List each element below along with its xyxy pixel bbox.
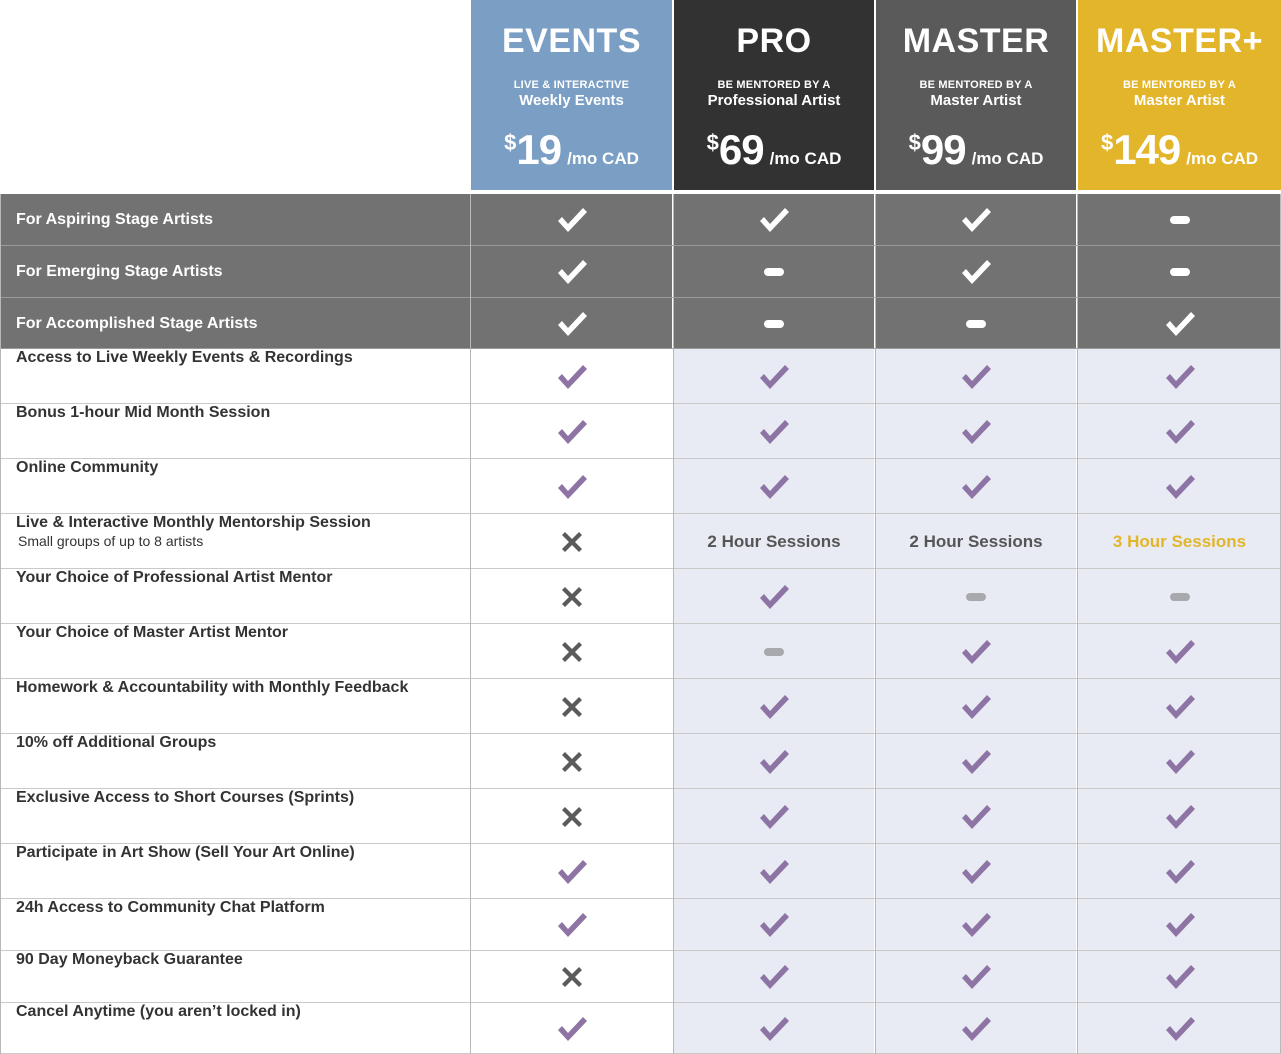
check-icon [1164, 310, 1196, 338]
row-divider [0, 568, 1281, 569]
dash-icon [966, 320, 986, 328]
price-period: /mo CAD [1186, 149, 1259, 168]
dash-icon [966, 593, 986, 601]
check-icon [556, 363, 588, 391]
feature-cell-masterplus [1078, 734, 1281, 789]
feature-row [0, 514, 1281, 569]
check-icon [960, 911, 992, 939]
feature-cell-master [876, 899, 1076, 951]
feature-row [0, 246, 1281, 298]
price-amount: 149 [1113, 126, 1181, 173]
column-divider [0, 194, 1, 1054]
plan-subtitle: Master Artist [1133, 92, 1226, 109]
check-icon [758, 911, 790, 939]
column-divider [1077, 194, 1078, 1054]
cross-icon [562, 587, 582, 607]
check-icon [1164, 858, 1196, 886]
session-length: 2 Hour Sessions [707, 531, 841, 551]
feature-row [0, 734, 1281, 789]
column-divider [470, 194, 471, 1054]
row-divider [0, 898, 1281, 899]
dash-icon [1170, 268, 1190, 276]
feature-cell-events [471, 298, 672, 349]
plan-price [471, 126, 672, 174]
feature-cell-pro [674, 789, 874, 844]
feature-label: Exclusive Access to Short Courses (Sprints) [16, 789, 355, 806]
check-icon [1164, 803, 1196, 831]
feature-row [0, 679, 1281, 734]
row-divider [0, 348, 1281, 349]
dash-icon [764, 648, 784, 656]
row-divider [0, 245, 1281, 246]
plans-header [0, 0, 1281, 192]
row-divider [0, 297, 1281, 298]
cross-icon [562, 642, 582, 662]
check-icon [960, 638, 992, 666]
row-divider [0, 1002, 1281, 1003]
feature-cell-events [471, 734, 672, 789]
plan-subtitle: Weekly Events [519, 92, 624, 109]
plan-tagline: BE MENTORED BY A [717, 79, 831, 91]
check-icon [556, 911, 588, 939]
feature-row [0, 844, 1281, 899]
plan-header-masterplus [1078, 0, 1281, 190]
check-icon [556, 1015, 588, 1043]
feature-cell-events [471, 679, 672, 734]
row-divider [0, 733, 1281, 734]
check-icon [1164, 363, 1196, 391]
plan-subtitle: Master Artist [930, 92, 1022, 109]
check-icon [758, 748, 790, 776]
dash-icon [1170, 216, 1190, 224]
feature-cell-masterplus [1078, 789, 1281, 844]
feature-cell-pro [674, 951, 874, 1003]
feature-cell-master [876, 349, 1076, 404]
row-divider [0, 623, 1281, 624]
feature-cell-pro [674, 459, 874, 514]
dash-icon [764, 268, 784, 276]
check-icon [758, 858, 790, 886]
check-icon [960, 858, 992, 886]
feature-label-cell [0, 194, 470, 246]
plan-header-master [876, 0, 1076, 190]
feature-cell-pro [674, 1003, 874, 1054]
feature-label: Access to Live Weekly Events & Recordings [16, 349, 353, 366]
feature-cell-events [471, 844, 672, 899]
feature-sublabel: Small groups of up to 8 artists [18, 533, 204, 549]
feature-cell-events [471, 514, 672, 569]
feature-row [0, 194, 1281, 246]
check-icon [758, 583, 790, 611]
feature-cell-masterplus [1078, 404, 1281, 459]
feature-label-cell [0, 404, 470, 459]
feature-row [0, 899, 1281, 951]
feature-cell-master [876, 194, 1076, 246]
feature-cell-events [471, 459, 672, 514]
row-divider [0, 843, 1281, 844]
feature-label: For Aspiring Stage Artists [16, 211, 214, 228]
check-icon [960, 803, 992, 831]
feature-cell-master [876, 624, 1076, 679]
check-icon [758, 418, 790, 446]
feature-cell-master [876, 734, 1076, 789]
feature-cell-pro [674, 514, 874, 569]
feature-cell-masterplus [1078, 298, 1281, 349]
check-icon [960, 258, 992, 286]
row-divider [0, 678, 1281, 679]
feature-cell-events [471, 246, 672, 298]
feature-cell-masterplus [1078, 514, 1281, 569]
feature-cell-events [471, 194, 672, 246]
feature-cell-masterplus [1078, 246, 1281, 298]
feature-label-cell [0, 734, 470, 789]
feature-cell-pro [674, 679, 874, 734]
feature-label: For Emerging Stage Artists [16, 263, 223, 280]
check-icon [1164, 693, 1196, 721]
feature-row [0, 459, 1281, 514]
dash-icon [1170, 593, 1190, 601]
feature-cell-pro [674, 734, 874, 789]
check-icon [1164, 638, 1196, 666]
check-icon [556, 310, 588, 338]
feature-cell-masterplus [1078, 1003, 1281, 1054]
plan-header-pro [674, 0, 874, 190]
feature-cell-master [876, 844, 1076, 899]
feature-cell-masterplus [1078, 679, 1281, 734]
row-divider [0, 788, 1281, 789]
feature-cell-pro [674, 246, 874, 298]
feature-label: Cancel Anytime (you aren’t locked in) [16, 1003, 301, 1020]
cross-icon [562, 752, 582, 772]
column-divider [673, 194, 674, 1054]
feature-label-cell [0, 246, 470, 298]
check-icon [1164, 963, 1196, 991]
column-divider [875, 194, 876, 1054]
feature-cell-masterplus [1078, 349, 1281, 404]
feature-label: Live & Interactive Monthly Mentorship Session [16, 514, 371, 531]
feature-label-cell [0, 789, 470, 844]
check-icon [960, 418, 992, 446]
plan-name: EVENTS [501, 22, 642, 60]
feature-label: Participate in Art Show (Sell Your Art Online) [16, 844, 355, 861]
cross-icon [562, 697, 582, 717]
feature-cell-pro [674, 349, 874, 404]
price-currency: $ [908, 130, 921, 155]
plan-header-events [471, 0, 672, 190]
plan-tagline: LIVE & INTERACTIVE [513, 79, 630, 91]
feature-row [0, 569, 1281, 624]
check-icon [960, 206, 992, 234]
feature-label: Your Choice of Master Artist Mentor [16, 624, 289, 641]
feature-label: 90 Day Moneyback Guarantee [16, 951, 243, 968]
feature-cell-master [876, 298, 1076, 349]
feature-label: For Accomplished Stage Artists [16, 314, 258, 332]
plan-subtitle: Professional Artist [707, 92, 841, 109]
check-icon [1164, 473, 1196, 501]
feature-label-cell [0, 298, 470, 349]
feature-cell-master [876, 459, 1076, 514]
price-period: /mo CAD [971, 149, 1044, 168]
dash-icon [764, 320, 784, 328]
check-icon [960, 693, 992, 721]
feature-cell-events [471, 569, 672, 624]
price-amount: 19 [516, 126, 562, 173]
feature-label: Your Choice of Professional Artist Mentor [16, 569, 333, 586]
feature-cell-master [876, 679, 1076, 734]
check-icon [758, 473, 790, 501]
feature-cell-pro [674, 194, 874, 246]
feature-row [0, 298, 1281, 349]
check-icon [556, 473, 588, 501]
feature-cell-masterplus [1078, 194, 1281, 246]
session-length: 2 Hour Sessions [909, 531, 1043, 551]
feature-cell-pro [674, 298, 874, 349]
feature-label-cell [0, 951, 470, 1003]
row-divider [0, 403, 1281, 404]
feature-cell-masterplus [1078, 624, 1281, 679]
feature-cell-events [471, 1003, 672, 1054]
feature-row [0, 404, 1281, 459]
price-period: /mo CAD [567, 149, 639, 168]
feature-cell-master [876, 789, 1076, 844]
plan-price [876, 126, 1076, 174]
feature-cell-pro [674, 569, 874, 624]
feature-label: Homework & Accountability with Monthly Feedback [16, 679, 409, 696]
check-icon [556, 418, 588, 446]
price-period: /mo CAD [769, 149, 842, 168]
price-amount: 99 [920, 126, 966, 173]
check-icon [758, 1015, 790, 1043]
feature-cell-events [471, 349, 672, 404]
feature-cell-master [876, 569, 1076, 624]
check-icon [1164, 911, 1196, 939]
check-icon [556, 206, 588, 234]
cross-icon [562, 532, 582, 552]
plan-price [1078, 126, 1281, 174]
feature-row [0, 951, 1281, 1003]
feature-cell-master [876, 404, 1076, 459]
feature-label-cell [0, 679, 470, 734]
feature-row [0, 624, 1281, 679]
price-amount: 69 [718, 126, 764, 173]
plan-name: PRO [736, 22, 812, 60]
plan-tagline: BE MENTORED BY A [919, 79, 1033, 91]
check-icon [1164, 748, 1196, 776]
check-icon [556, 258, 588, 286]
feature-cell-events [471, 404, 672, 459]
plan-name: MASTER [902, 22, 1050, 60]
check-icon [1164, 418, 1196, 446]
feature-cell-masterplus [1078, 899, 1281, 951]
feature-label-cell [0, 1003, 470, 1054]
feature-cell-events [471, 624, 672, 679]
feature-row [0, 1003, 1281, 1054]
feature-cell-pro [674, 899, 874, 951]
check-icon [758, 803, 790, 831]
feature-label-cell [0, 844, 470, 899]
plan-tagline: BE MENTORED BY A [1122, 79, 1236, 91]
row-divider [0, 458, 1281, 459]
feature-cell-pro [674, 404, 874, 459]
feature-cell-events [471, 789, 672, 844]
check-icon [758, 363, 790, 391]
feature-cell-pro [674, 844, 874, 899]
check-icon [960, 963, 992, 991]
feature-label-cell [0, 624, 470, 679]
feature-label-cell [0, 459, 470, 514]
check-icon [960, 363, 992, 391]
check-icon [758, 693, 790, 721]
feature-cell-masterplus [1078, 459, 1281, 514]
feature-cell-events [471, 899, 672, 951]
feature-cell-masterplus [1078, 844, 1281, 899]
check-icon [960, 748, 992, 776]
check-icon [960, 473, 992, 501]
price-currency: $ [504, 130, 517, 155]
feature-cell-master [876, 1003, 1076, 1054]
feature-label-cell [0, 349, 470, 404]
cross-icon [562, 967, 582, 987]
feature-label-cell [0, 569, 470, 624]
feature-label: 10% off Additional Groups [16, 734, 217, 751]
feature-cell-pro [674, 624, 874, 679]
row-divider [0, 513, 1281, 514]
feature-cell-master [876, 951, 1076, 1003]
plan-name: MASTER+ [1096, 22, 1263, 60]
feature-row [0, 349, 1281, 404]
price-currency: $ [706, 130, 719, 155]
feature-label: 24h Access to Community Chat Platform [16, 899, 325, 916]
price-currency: $ [1100, 130, 1114, 155]
row-divider [0, 950, 1281, 951]
feature-label: Online Community [16, 459, 159, 476]
session-length: 3 Hour Sessions [1112, 531, 1247, 551]
check-icon [758, 963, 790, 991]
plan-price [674, 126, 874, 174]
feature-label: Bonus 1-hour Mid Month Session [16, 404, 271, 421]
check-icon [1164, 1015, 1196, 1043]
check-icon [758, 206, 790, 234]
feature-label-cell [0, 899, 470, 951]
feature-cell-master [876, 246, 1076, 298]
feature-cell-masterplus [1078, 569, 1281, 624]
feature-cell-master [876, 514, 1076, 569]
feature-cell-events [471, 951, 672, 1003]
cross-icon [562, 807, 582, 827]
feature-label-cell [0, 514, 470, 569]
check-icon [556, 858, 588, 886]
check-icon [960, 1015, 992, 1043]
feature-row [0, 789, 1281, 844]
feature-cell-masterplus [1078, 951, 1281, 1003]
